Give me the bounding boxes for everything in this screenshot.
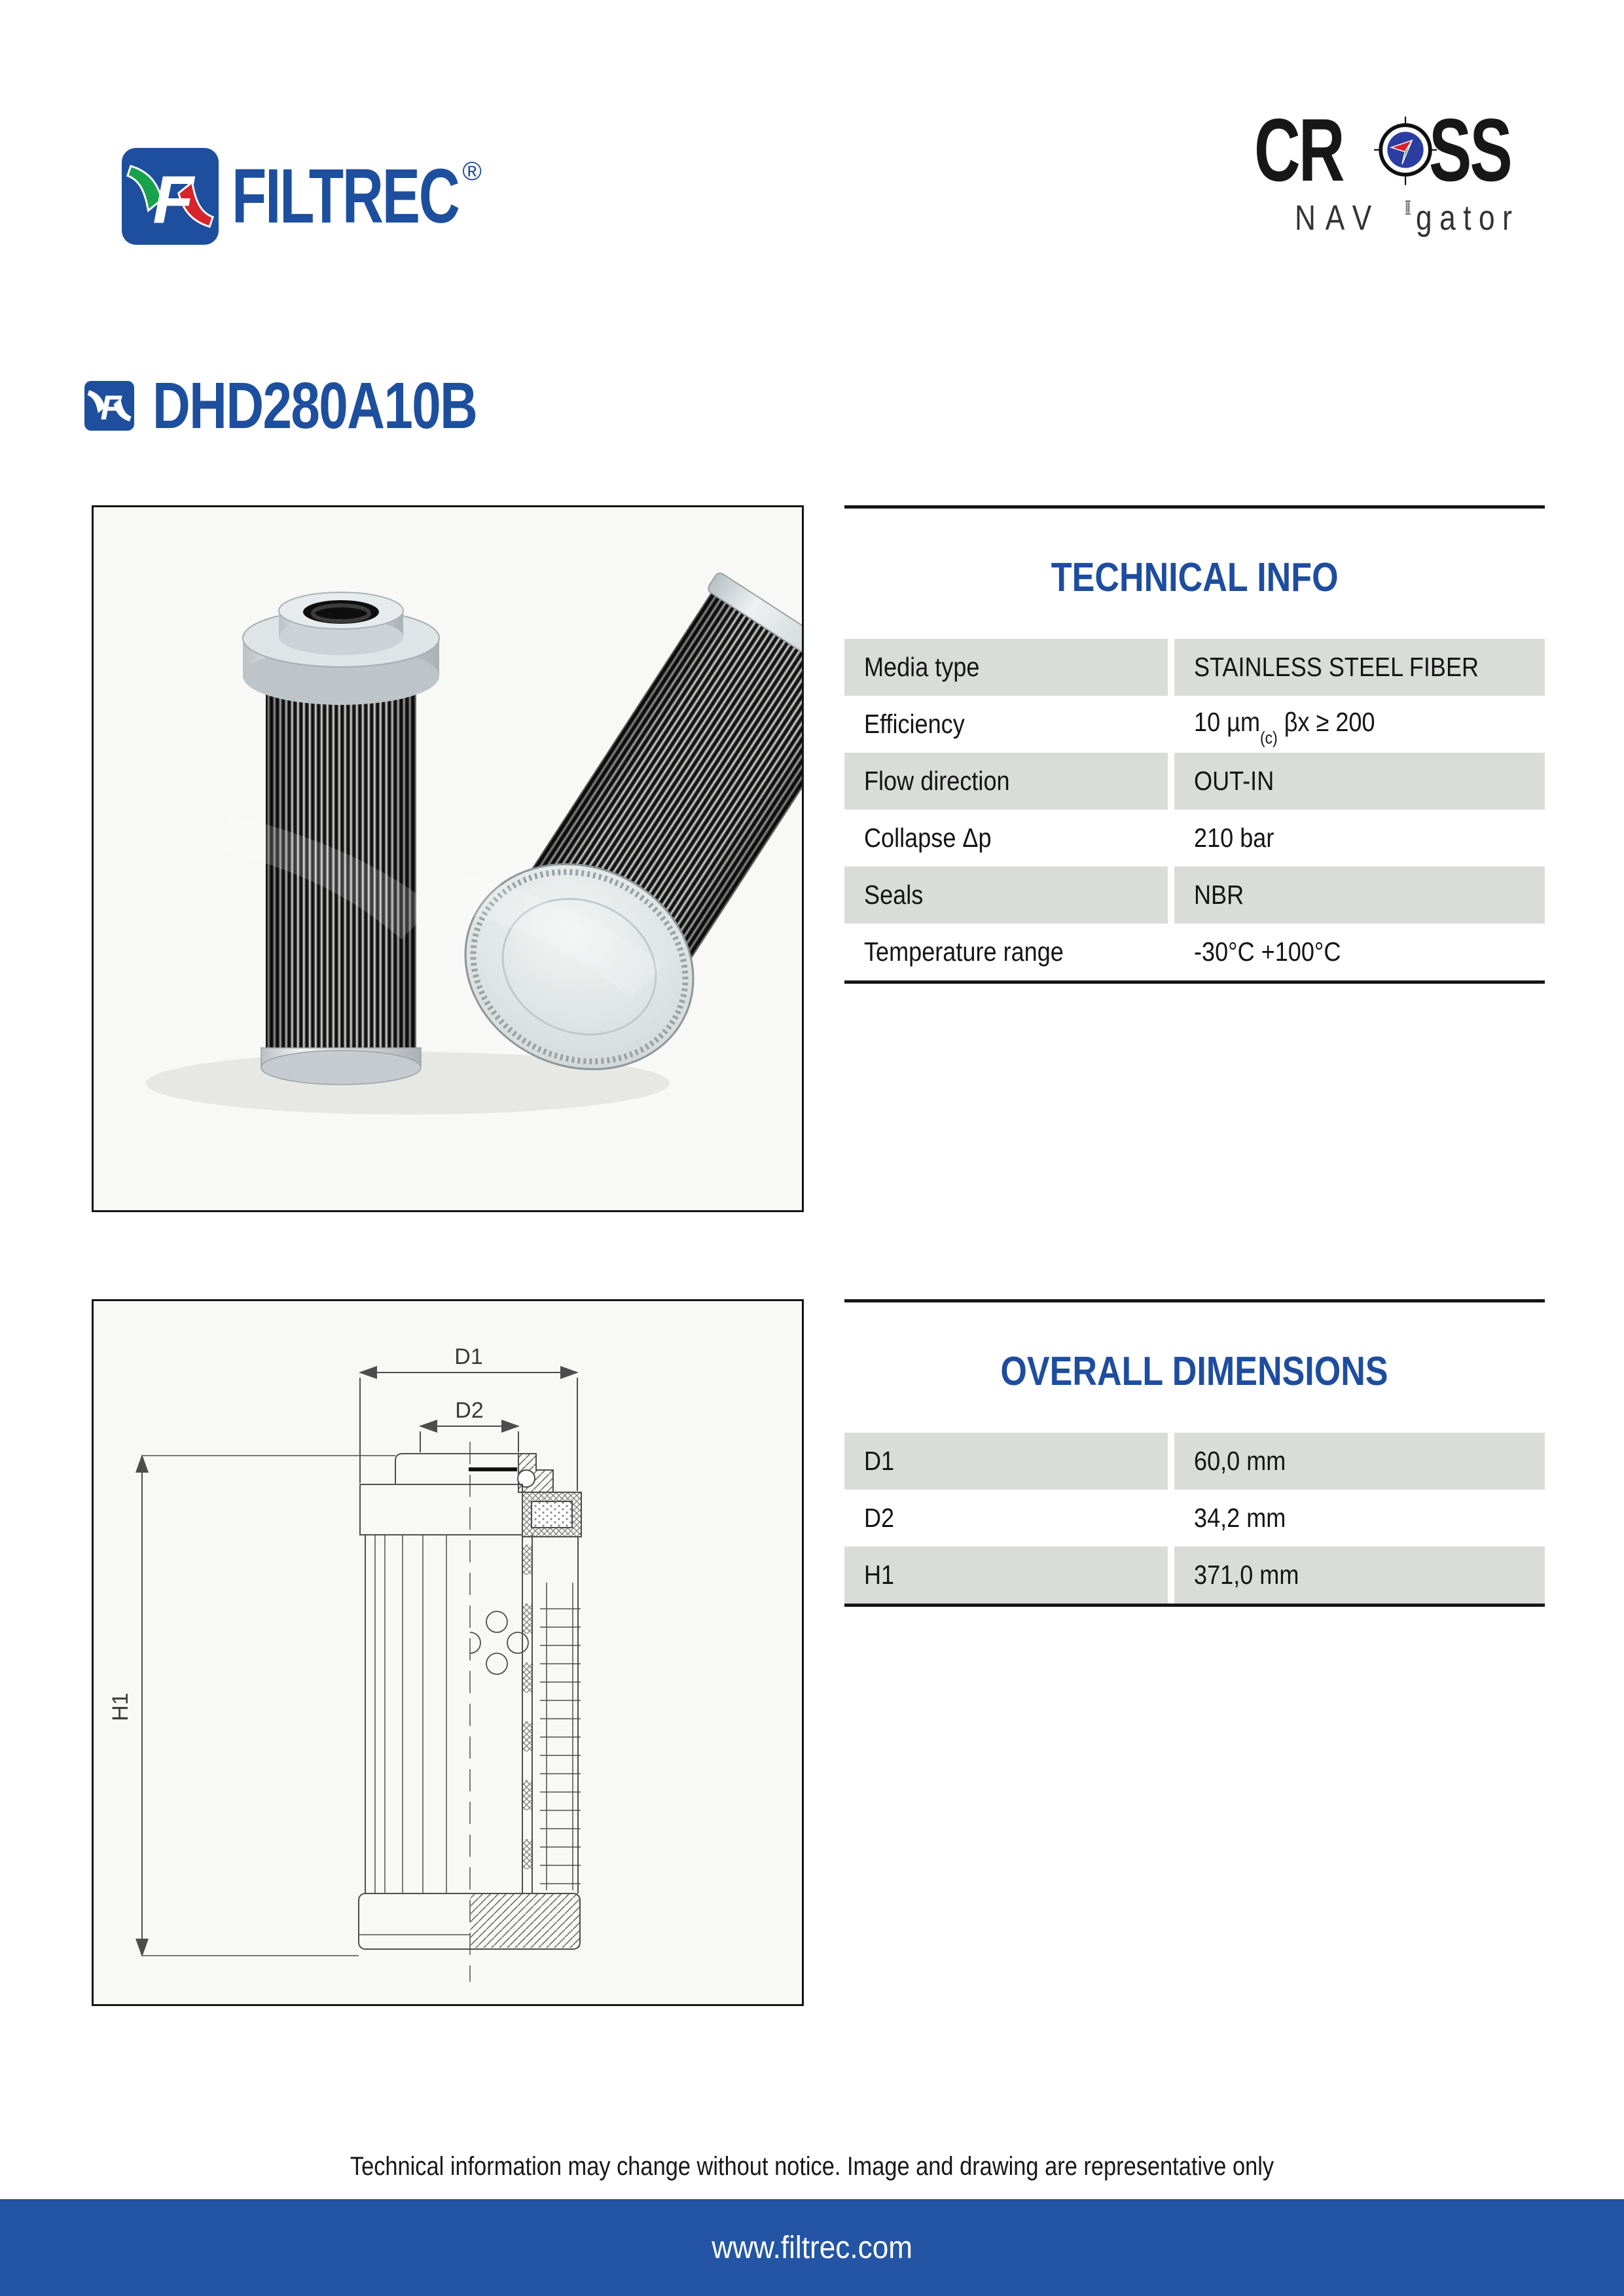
row-label: H1 [844, 1547, 1168, 1604]
cross-text-cr: CR [1254, 100, 1343, 200]
drawing-label-h1: H1 [108, 1693, 133, 1721]
svg-text:F: F [153, 162, 194, 238]
technical-info-title: TECHNICAL INFO [1051, 555, 1339, 600]
row-value: 60,0 mm [1174, 1433, 1545, 1490]
table-row [844, 1547, 1545, 1604]
cross-logo-line1 [1254, 100, 1542, 200]
technical-drawing-box [92, 1299, 804, 2006]
overall-dimensions-section [844, 1299, 1545, 1607]
table-row [844, 867, 1545, 924]
row-label: Media type [844, 639, 1168, 696]
cross-navigator-logo [1254, 100, 1542, 238]
cross-logo-line2 [1295, 194, 1542, 236]
row-value: 371,0 mm [1174, 1547, 1545, 1604]
row-value: -30°C +100°C [1194, 937, 1341, 967]
footer-disclaimer: Technical information may change without notice. Image and drawing are representative only [350, 2152, 1274, 2181]
row-label: D2 [864, 1503, 895, 1533]
table-row [844, 1433, 1545, 1490]
cross-text-ss: SS [1428, 100, 1511, 200]
table-row [844, 924, 1545, 980]
row-label: Temperature range [864, 937, 1064, 967]
row-value: 34,2 mm [1194, 1503, 1286, 1533]
drawing-label-d2: D2 [455, 1398, 484, 1423]
row-value: 210 bar [1194, 823, 1274, 853]
row-value: 10 µm$_{(c)}$ βx ≥ 200 [1194, 706, 1375, 748]
row-label: Flow direction [844, 753, 1168, 810]
product-title-row [84, 369, 558, 442]
row-value: OUT-IN [1174, 753, 1545, 810]
filtrec-logo-mark-icon [122, 148, 219, 245]
table-row [844, 1490, 1545, 1547]
table-row [844, 696, 1545, 753]
technical-info-section [844, 505, 1545, 984]
technical-info-table [844, 639, 1545, 984]
gator-text: gator [1415, 198, 1520, 238]
table-row [844, 810, 1545, 867]
nav-text: NAV [1295, 198, 1382, 238]
row-label: Efficiency [864, 709, 965, 739]
overall-dimensions-table [844, 1433, 1545, 1607]
overall-dimensions-title: OVERALL DIMENSIONS [1000, 1349, 1389, 1394]
product-photo [94, 507, 802, 1210]
column-icon [1404, 179, 1412, 236]
table-row [844, 639, 1545, 696]
row-label: D1 [844, 1433, 1168, 1490]
drawing-label-d1: D1 [454, 1344, 483, 1369]
registered-trademark: ® [462, 156, 482, 186]
product-mark-icon [84, 381, 134, 431]
product-photo-box [92, 505, 804, 1212]
row-label: Seals [844, 867, 1168, 924]
technical-drawing [94, 1301, 802, 2004]
footer-bar [0, 2199, 1624, 2296]
filtrec-logo-text: FILTREC [232, 153, 459, 240]
website-link[interactable]: www.filtrec.com [712, 2230, 912, 2265]
filtrec-logo [122, 148, 558, 245]
row-value: STAINLESS STEEL FIBER [1174, 639, 1545, 696]
page-title: DHD280A10B [153, 369, 477, 442]
row-value: NBR [1174, 867, 1545, 924]
svg-text:F: F [100, 388, 122, 427]
table-row [844, 753, 1545, 810]
row-label: Collapse Δp [864, 823, 992, 853]
